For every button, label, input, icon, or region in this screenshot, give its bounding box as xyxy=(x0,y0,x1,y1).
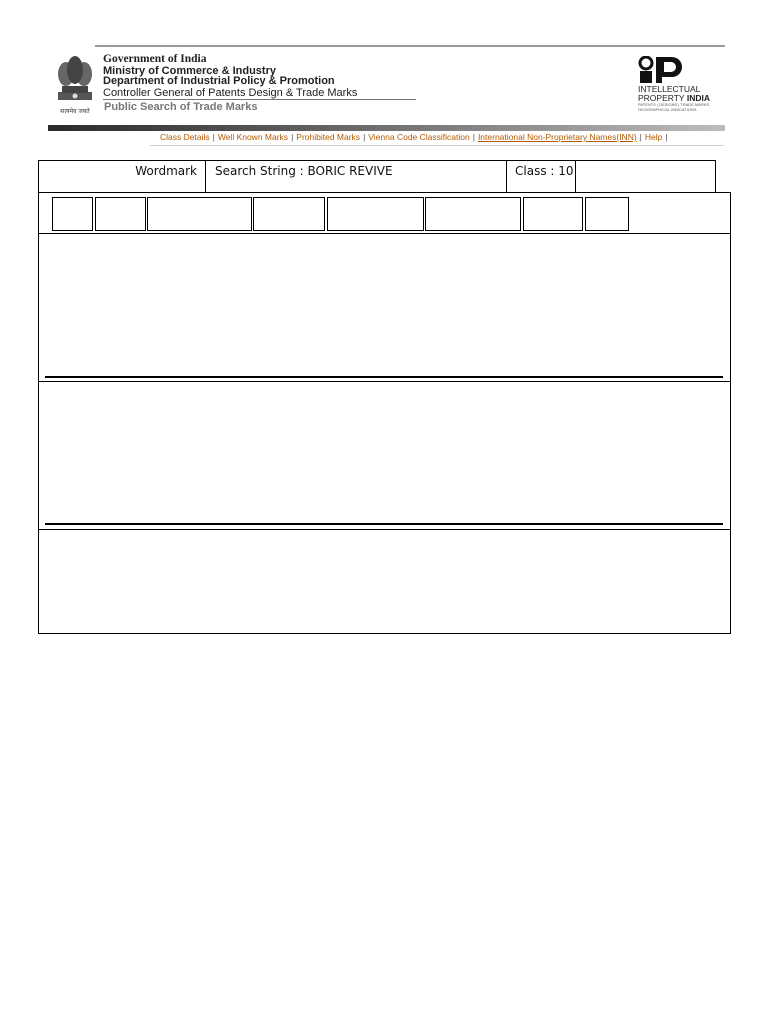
column-cell-6 xyxy=(425,197,521,231)
column-cell-8 xyxy=(585,197,629,231)
emblem-caption: सत्यमेव जयते xyxy=(60,108,90,115)
ip-india-logo-small xyxy=(638,103,718,112)
ip-small1: PATENTS | DESIGNS | TRADE MARKS xyxy=(638,102,710,107)
column-cell-3 xyxy=(147,197,252,231)
nav-links xyxy=(160,132,671,142)
nav-vienna-code[interactable]: Vienna Code Classification xyxy=(368,132,470,142)
nav-separator: | xyxy=(639,132,642,142)
ip-small2: GEOGRAPHICAL INDICATIONS xyxy=(638,106,697,112)
ip-india-logo-text xyxy=(638,85,710,103)
header-underline xyxy=(103,99,416,100)
header-top-rule xyxy=(95,45,725,47)
ip-india-logo-icon xyxy=(638,56,684,84)
column-cell-2 xyxy=(95,197,146,231)
wordmark-cell xyxy=(38,160,206,193)
column-cell-5 xyxy=(327,197,424,231)
result-panel-3 xyxy=(38,529,731,634)
ip-line1: INTELLECTUAL xyxy=(638,84,701,94)
nav-separator: | xyxy=(363,132,366,142)
class-cell xyxy=(506,160,576,193)
result-divider-2 xyxy=(45,523,723,525)
nav-inn[interactable]: International Non-Proprietary Names(INN) xyxy=(477,132,637,142)
controller-line: Controller General of Patents Design & Trade Marks xyxy=(103,87,358,99)
result-divider-1 xyxy=(45,376,723,378)
column-cell-4 xyxy=(253,197,325,231)
ministry-line: Ministry of Commerce & Industry xyxy=(103,65,276,77)
column-cell-7 xyxy=(523,197,583,231)
department-line: Department of Industrial Policy & Promotion xyxy=(103,75,335,87)
column-cell-1 xyxy=(52,197,93,231)
search-string-cell xyxy=(205,160,507,193)
government-title: Government of India xyxy=(103,53,207,65)
nav-help[interactable]: Help xyxy=(644,132,663,142)
class-value: Class : 10 xyxy=(515,164,574,178)
nav-separator: | xyxy=(212,132,215,142)
blank-cell xyxy=(575,160,716,193)
wordmark-label: Wordmark xyxy=(135,164,197,178)
nav-well-known-marks[interactable]: Well Known Marks xyxy=(217,132,289,142)
national-emblem-icon xyxy=(52,52,98,116)
ip-line2a: PROPERTY xyxy=(638,93,687,103)
nav-gradient-bar xyxy=(48,125,725,131)
result-panel-1 xyxy=(38,233,731,382)
nav-separator: | xyxy=(665,132,668,142)
ip-line2b: INDIA xyxy=(686,93,710,103)
nav-separator: | xyxy=(472,132,475,142)
search-string-value: Search String : BORIC REVIVE xyxy=(215,164,393,178)
nav-rule xyxy=(150,145,724,146)
page-subtitle: Public Search of Trade Marks xyxy=(104,101,258,113)
nav-class-details[interactable]: Class Details xyxy=(160,132,210,142)
nav-prohibited-marks[interactable]: Prohibited Marks xyxy=(296,132,361,142)
nav-separator: | xyxy=(291,132,294,142)
result-panel-2 xyxy=(38,381,731,530)
